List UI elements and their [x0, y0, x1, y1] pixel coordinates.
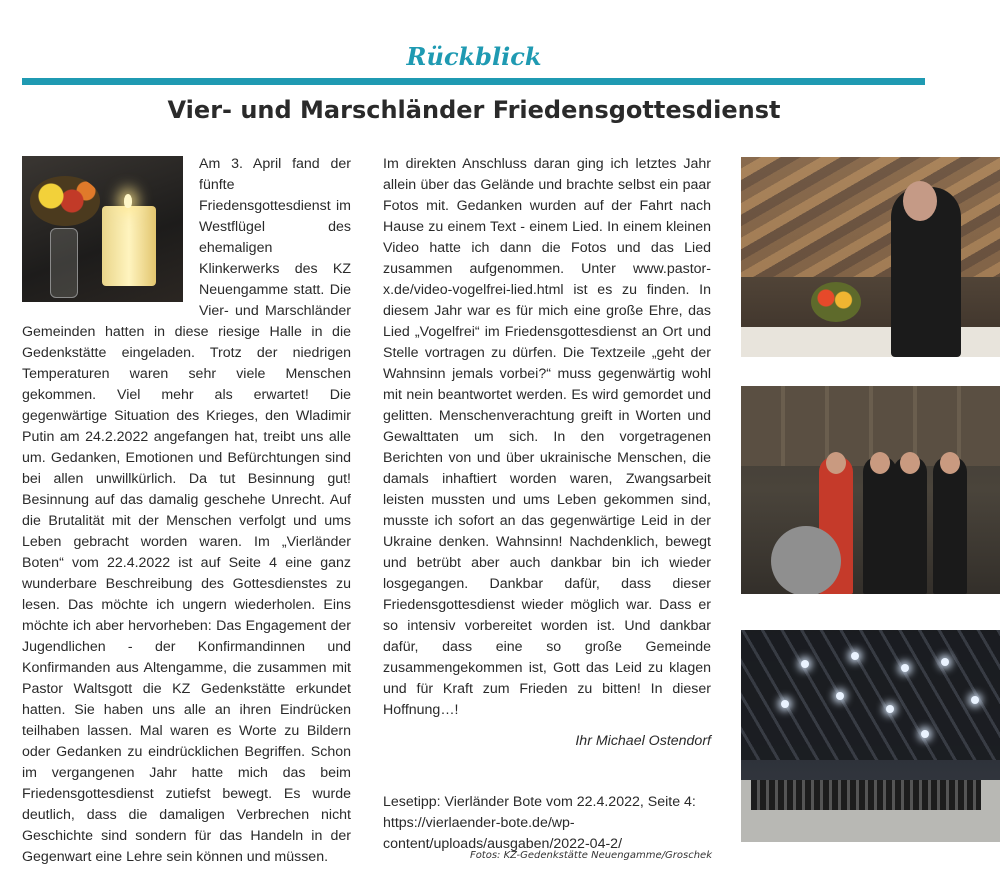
column-left — [22, 154, 351, 868]
reading-tip: Lesetipp: Vierländer Bote vom 22.4.2022, Seite 4: https://vierlaender-bote.de/wp-content/uploads/ausgaben/2022-04-2/ — [383, 794, 696, 852]
photo-credit: Fotos: KZ-Gedenkstätte Neuengamme/Groschek — [469, 850, 712, 861]
youth-group-photo — [741, 386, 1000, 594]
article-text-part1: Am 3. April fand der fünfte Friedensgottesdienst im Westflügel des ehemaligen Klinkerwerks des KZ Neuengamme statt. Die Vier- und Marschländer Gemeinden hatten in diese riesige Halle in die Gedenkstätte eingeladen. Trotz der niedrigen Temperaturen waren sehr viele Menschen gekommen. Viel mehr als erwartet! Die gegenwärtige Situation des Krieges, den Wladimir Putin am 24.2.2022 angefangen hat, treibt uns alle um. Gedanken, Emotionen und Befürchtungen sind bei allen unwillkürlich. Da tut Besinnung gut! Besinnung auf das damalig geschehe Unrecht. Auf die Brutalität mit der Menschen verfolgt und ums Leben gebracht worden waren. Im „Vierländer Boten“ vom 22.4.2022 ist auf Seite 4 eine ganz wunderbare Beschreibung des Gottesdienstes zu lesen. Das möchte ich ungern wiederholen. Eins möchte ich aber hervorheben: Das Engagement der Jugendlichen - der Konfirmandinnen und Konfirmanden aus Altengamme, die zusammen mit Pastor Waltsgott die KZ Gedenkstätte erkundet hatten. Sie haben uns alle an ihren Eindrücken teilhaben lassen. Mal waren es Worte zu Bildern oder Gedanken zu eindrücklichen Begriffen. Schon im vergangenen Jahr hatte mich das beim Friedensgottesdienst zutiefst bewegt. Es wurde deutlich, dass die damaligen Verbrechen nicht Geschichte sind sondern für das Handeln in der Gegenwart eine Lehre sein können und müssen. — [22, 156, 351, 865]
flame-shape — [124, 194, 132, 208]
candle-shape — [102, 206, 156, 286]
article-text-part2: Im direkten Anschluss daran ging ich letztes Jahr allein über das Gelände und brachte selbst ein paar Fotos mit. Gedanken wurden auf der Fahrt nach Hause zu einem Text - einem Lied. In einem kleinen Video hatte ich dann die Fotos und das Lied zusammen aufgenommen. Unter www.pastor-x.de/video-vogelfrei-lied.html ist es zu finden. In diesem Jahr war es für mich eine große Ehre, das Lied „Vogelfrei“ im Friedensgottesdienst an Ort und Stelle vortragen zu dürfen. Die Textzeile „geht der Wahnsinn jemals vorbei?“ muss gegenwärtig wohl mit nein beantwortet werden. Es wird gemordet und gelitten. Menschenverachtung greift in Worten und Gewalttaten um sich. In den vorgetragenen Berichten von und über ukrainische Menschen, die damals inhaftiert worden waren, Zwangsarbeit leisten mussten und ums Leben gekommen sind, musste ich sofort an das gegenwärtige Leid in der Ukraine denken. Wahnsinn! Nachdenklich, bewegt und betrübt aber auch dankbar bin ich wieder losgegangen. Dankbar dafür, dass dieser Friedensgottesdienst wieder möglich war. Dass er so intensiv vorbereitet worden ist. Und dankbar dafür, dass eine so große Gemeinde zusammengekommen ist, Gott das Leid zu klagen und für Kraft zum Frieden zu bitten! In dieser Hoffnung…! — [383, 156, 711, 718]
vase-shape — [50, 228, 78, 298]
speaker-photo — [741, 157, 1000, 357]
signature: Ihr Michael Ostendorf — [575, 733, 711, 749]
article-headline: Vier- und Marschländer Friedensgottesdienst — [167, 96, 781, 124]
flowers-shape — [30, 176, 100, 226]
section-label: Rückblick — [406, 42, 542, 71]
header-rule — [22, 78, 925, 85]
hall-congregation-photo — [741, 630, 1000, 842]
candle-photo — [22, 156, 183, 302]
column-middle — [383, 154, 711, 855]
